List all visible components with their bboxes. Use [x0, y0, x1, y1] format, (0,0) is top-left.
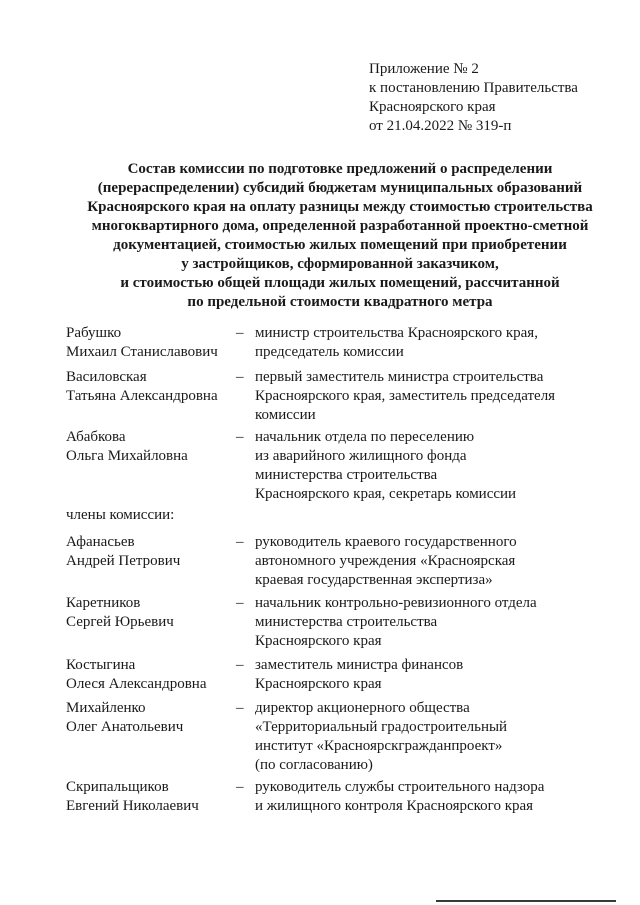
title-line: документацией, стоимостью жилых помещений при приобретении: [113, 237, 567, 253]
title-line: Красноярского края на оплату разницы между стоимостью строительства: [87, 199, 593, 215]
appendix-line: к постановлению Правительства: [369, 80, 578, 96]
member-surname: Каретников: [66, 595, 141, 611]
dash: –: [236, 700, 244, 716]
role-line: руководитель службы строительного надзора: [255, 779, 545, 795]
title-line: у застройщиков, сформированной заказчиком,: [181, 256, 499, 272]
member-role: [255, 428, 516, 504]
role-line: комиссии: [255, 407, 316, 423]
role-line: министерства строительства: [255, 614, 438, 630]
member-role: [255, 778, 544, 816]
member-given-names: Олеся Александровна: [66, 676, 207, 692]
title-line: многоквартирного дома, определенной разработанной проектно-сметной: [91, 218, 589, 234]
title-line: (перераспределении) субсидий бюджетам муниципальных образований: [97, 180, 583, 196]
dash: –: [236, 779, 244, 795]
member-name: [66, 533, 180, 571]
role-line: Красноярского края, секретарь комиссии: [255, 486, 517, 502]
role-line: председатель комиссии: [255, 344, 404, 360]
member-surname: Рабушко: [66, 325, 122, 341]
role-line: институт «Красноярскгражданпроект»: [255, 738, 503, 754]
role-line: заместитель министра финансов: [255, 657, 464, 673]
dash: –: [236, 657, 244, 673]
role-line: начальник контрольно-ревизионного отдела: [255, 595, 537, 611]
member-name: [66, 428, 188, 466]
role-line: и жилищного контроля Красноярского края: [255, 798, 534, 814]
member-role: [255, 656, 463, 694]
dash: –: [236, 429, 244, 445]
role-line: Красноярского края: [255, 633, 382, 649]
document-title: [40, 160, 640, 312]
title-line: и стоимостью общей площади жилых помещений, рассчитанной: [120, 275, 560, 291]
scan-edge-mark: [436, 900, 616, 902]
role-line: первый заместитель министра строительства: [255, 369, 544, 385]
member-name: [66, 699, 183, 737]
appendix-line: от 21.04.2022 № 319-п: [369, 118, 512, 134]
member-surname: Костыгина: [66, 657, 136, 673]
role-line: Красноярского края: [255, 676, 382, 692]
dash: –: [236, 534, 244, 550]
role-line: министр строительства Красноярского края,: [255, 325, 538, 341]
member-given-names: Евгений Николаевич: [66, 798, 199, 814]
dash: –: [236, 325, 244, 341]
member-given-names: Сергей Юрьевич: [66, 614, 174, 630]
member-role: [255, 699, 507, 775]
member-surname: Афанасьев: [66, 534, 135, 550]
member-name: [66, 324, 218, 362]
appendix-header: [369, 60, 578, 136]
member-surname: Абабкова: [66, 429, 126, 445]
member-name: [66, 368, 218, 406]
role-line: министерства строительства: [255, 467, 438, 483]
role-line: «Территориальный градостроительный: [255, 719, 508, 735]
member-name: [66, 594, 174, 632]
role-line: директор акционерного общества: [255, 700, 470, 716]
dash: –: [236, 369, 244, 385]
title-line: по предельной стоимости квадратного метра: [187, 294, 493, 310]
member-given-names: Михаил Станиславович: [66, 344, 218, 360]
role-line: Красноярского края, заместитель председателя: [255, 388, 556, 404]
member-name: [66, 778, 199, 816]
role-line: руководитель краевого государственного: [255, 534, 517, 550]
member-given-names: Татьяна Александровна: [66, 388, 218, 404]
role-line: краевая государственная экспертиза»: [255, 572, 493, 588]
member-role: [255, 324, 538, 362]
title-line: Состав комиссии по подготовке предложений о распределении: [127, 161, 553, 177]
member-surname: Василовская: [66, 369, 147, 385]
role-line: автономного учреждения «Красноярская: [255, 553, 516, 569]
appendix-line: Приложение № 2: [369, 61, 479, 77]
member-surname: Михайленко: [66, 700, 146, 716]
member-surname: Скрипальщиков: [66, 779, 169, 795]
member-role: [255, 533, 517, 590]
member-role: [255, 368, 555, 425]
members-label: члены комиссии:: [66, 507, 175, 523]
role-line: из аварийного жилищного фонда: [255, 448, 467, 464]
role-line: (по согласованию): [255, 757, 373, 773]
member-role: [255, 594, 537, 651]
member-given-names: Олег Анатольевич: [66, 719, 184, 735]
dash: –: [236, 595, 244, 611]
member-given-names: Андрей Петрович: [66, 553, 181, 569]
member-given-names: Ольга Михайловна: [66, 448, 188, 464]
role-line: начальник отдела по переселению: [255, 429, 475, 445]
appendix-line: Красноярского края: [369, 99, 496, 115]
member-name: [66, 656, 206, 694]
